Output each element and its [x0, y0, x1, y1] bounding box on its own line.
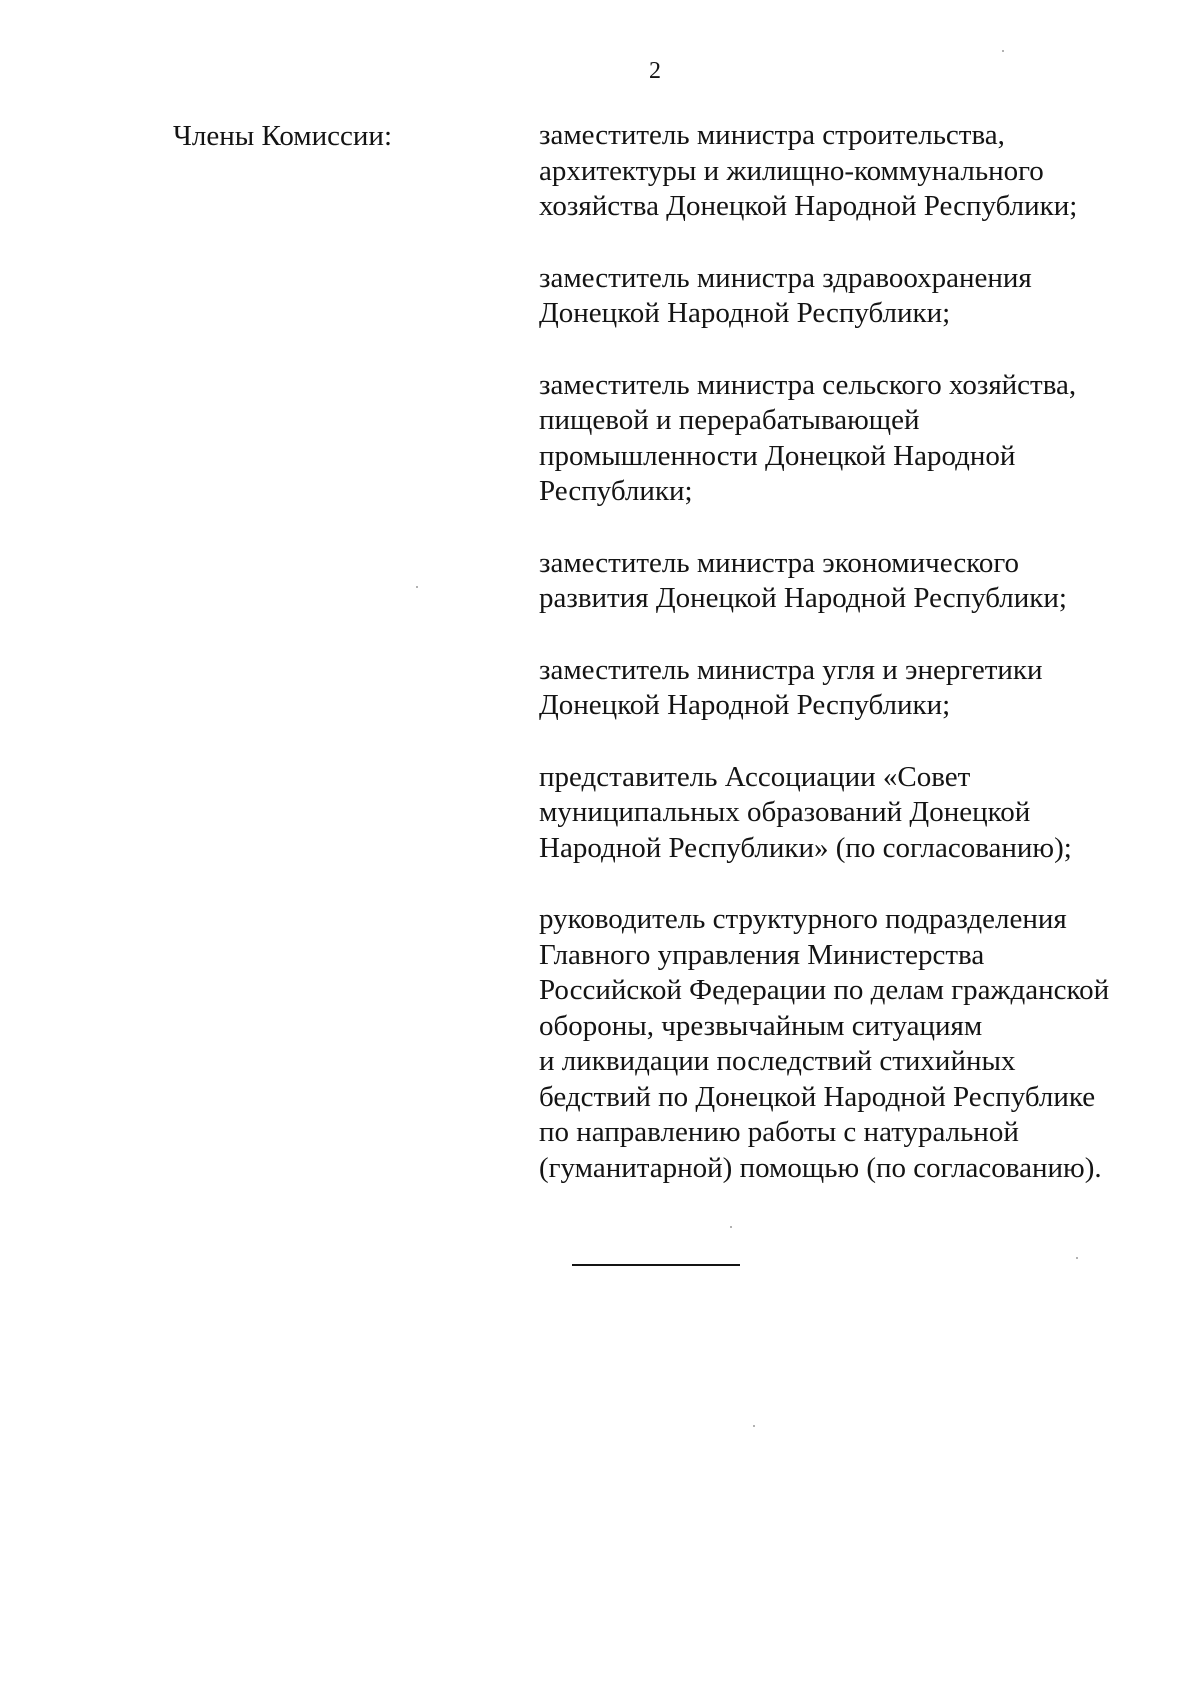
member-line: Донецкой Народной Республики; [539, 689, 951, 721]
member-line: (гуманитарной) помощью (по согласованию). [539, 1151, 1102, 1184]
end-rule [572, 1264, 740, 1266]
member-entry [539, 653, 1149, 724]
scan-speck [1002, 50, 1004, 52]
member-line: заместитель министра строительства, [539, 119, 1005, 151]
member-line: Российской Федерации по делам гражданской [539, 974, 1110, 1006]
member-line: архитектуры и жилищно-коммунального [539, 154, 1044, 187]
member-entry [539, 546, 1149, 617]
member-line: муниципальных образований Донецкой [539, 796, 1031, 828]
member-line: обороны, чрезвычайным ситуациям [539, 1009, 983, 1042]
member-line: заместитель министра экономического [539, 546, 1020, 579]
member-line: представитель Ассоциации «Совет [539, 760, 971, 793]
member-line: Донецкой Народной Республики; [539, 297, 951, 329]
member-entry [539, 261, 1149, 332]
scan-speck [753, 1425, 755, 1427]
scan-speck [1076, 1257, 1078, 1259]
member-entry [539, 760, 1149, 867]
member-line: Народной Республики» (по согласованию); [539, 831, 1072, 864]
member-line: Главного управления Министерства [539, 938, 985, 971]
members-list [539, 118, 1149, 1222]
member-line: заместитель министра здравоохранения [539, 261, 1032, 294]
member-line: и ликвидации последствий стихийных [539, 1045, 1016, 1077]
member-line: заместитель министра угля и энергетики [539, 653, 1043, 686]
member-line: заместитель министра сельского хозяйства, [539, 368, 1077, 401]
member-line: Республики; [539, 475, 693, 507]
members-label: Члены Комиссии: [173, 120, 393, 152]
member-line: развития Донецкой Народной Республики; [539, 582, 1067, 614]
member-line: бедствий по Донецкой Народной Республике [539, 1080, 1096, 1113]
page-number: 2 [649, 58, 661, 84]
member-line: промышленности Донецкой Народной [539, 439, 1016, 472]
member-line: по направлению работы с натуральной [539, 1116, 1019, 1148]
member-line: хозяйства Донецкой Народной Республики; [539, 190, 1078, 222]
member-entry [539, 368, 1149, 510]
scan-speck [416, 586, 418, 588]
scan-speck [730, 1226, 732, 1228]
member-line: пищевой и перерабатывающей [539, 404, 920, 436]
member-line: руководитель структурного подразделения [539, 903, 1067, 935]
member-entry [539, 902, 1149, 1186]
member-entry [539, 118, 1149, 225]
